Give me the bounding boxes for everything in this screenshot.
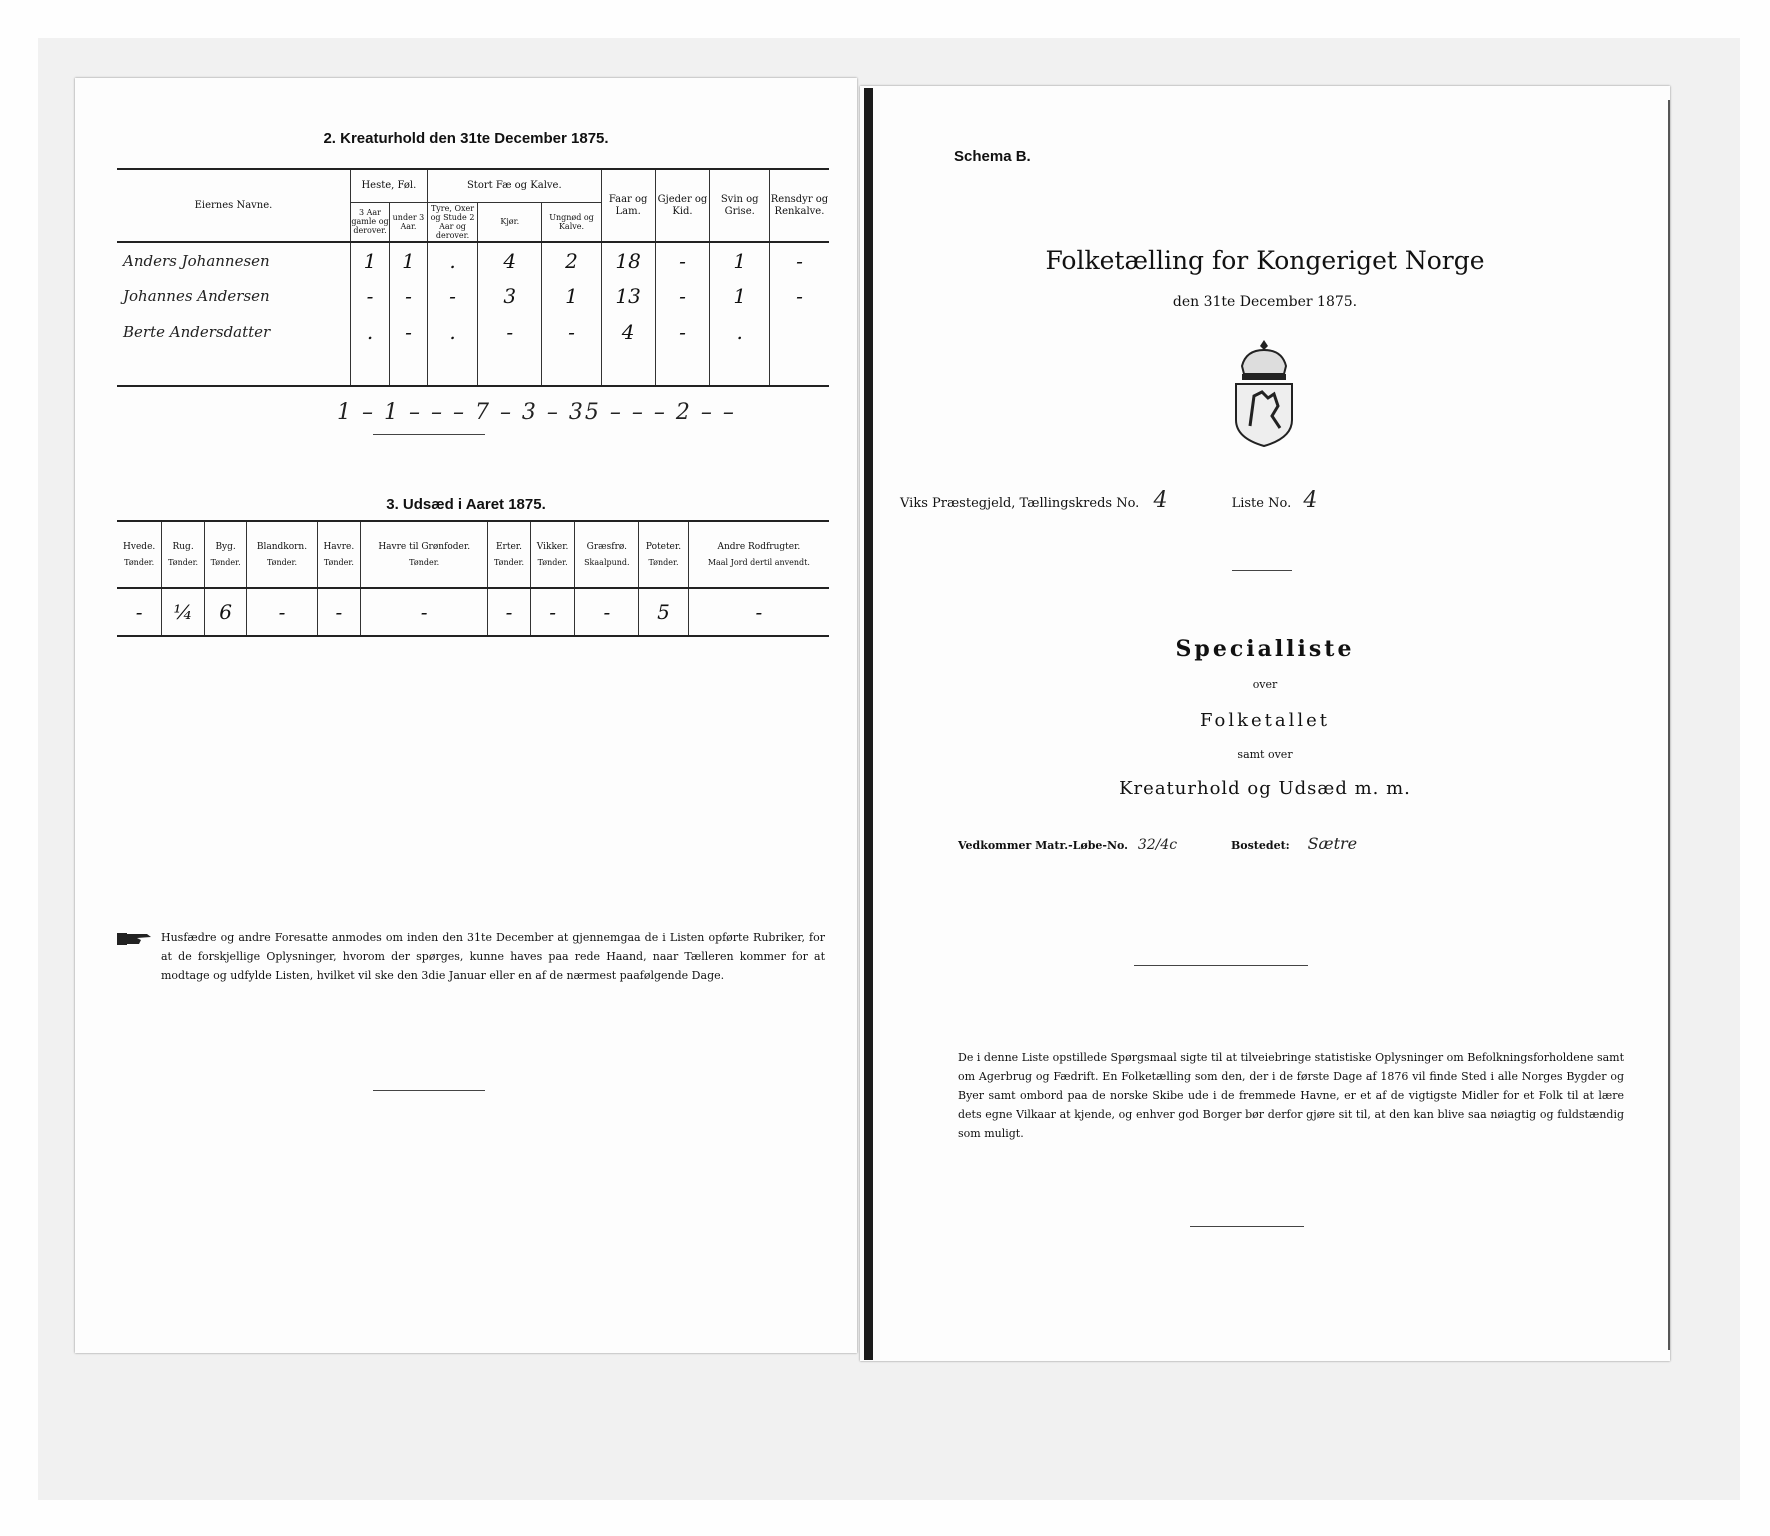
kreaturhold-text: Kreaturhold og Udsæd m. m. <box>1119 778 1411 799</box>
table-row <box>117 314 829 350</box>
over-text: over <box>1252 678 1278 691</box>
udsaed-crop-label: Rug. <box>172 541 194 552</box>
cell: 13 <box>601 278 655 314</box>
samt-over-text: samt over <box>1237 748 1293 761</box>
udsaed-value-cell: - <box>117 588 162 636</box>
cell: 2 <box>542 242 602 278</box>
udsaed-value-row <box>117 588 829 636</box>
header-rensdyr: Rensdyr og Renkalve. <box>769 170 829 242</box>
prestegjeld-label: Viks Præstegjeld, Tællingskreds No. <box>900 496 1140 511</box>
notice-text: Husfædre og andre Foresatte anmodes om inden den 31te December at gjennemgaa de i Listen opførte Rubriker, for at de forskjellige Oplysninger, hvorom der spørges, kunne haves paa rede Haand, naar Tælleren kommer for at modtage og udfylde Listen, hvilket vil ske den 3die Januar eller en af de nærmest paafølgende Dage. <box>161 931 825 982</box>
udsaed-unit-label: Tønder. <box>537 557 568 567</box>
cell: - <box>655 242 710 278</box>
cell: 3 <box>478 278 542 314</box>
header-stortfae-sub1: Tyre, Oxer og Stude 2 Aar og derover. <box>427 202 477 242</box>
udsaed-value-cell: - <box>488 588 531 636</box>
header-faar: Faar og Lam. <box>601 170 655 242</box>
matr-label: Vedkommer Matr.-Løbe-No. <box>958 839 1128 852</box>
udsaed-value-cell: 5 <box>639 588 689 636</box>
cell: - <box>350 278 389 314</box>
cell: . <box>350 314 389 350</box>
cell: - <box>390 278 428 314</box>
main-title: Folketælling for Kongeriget Norge <box>1045 246 1485 275</box>
udsaed-unit-label: Maal Jord dertil anvendt. <box>707 557 810 567</box>
header-stortfae-sub3: Ungnød og Kalve. <box>542 202 602 242</box>
district-line <box>900 488 1660 513</box>
udsaed-value-cell: - <box>317 588 361 636</box>
udsaed-value-cell: ¼ <box>162 588 205 636</box>
udsaed-header-cell <box>361 522 488 588</box>
udsaed-header-cell <box>488 522 531 588</box>
coat-of-arms-icon <box>1228 336 1300 448</box>
udsaed-crop-label: Græsfrø. <box>586 541 627 552</box>
divider <box>1134 965 1308 966</box>
udsaed-crop-label: Andre Rodfrugter. <box>717 541 801 552</box>
udsaed-crop-label: Havre. <box>323 541 355 552</box>
udsaed-unit-label: Tønder. <box>409 557 440 567</box>
header-owner: Eiernes Navne. <box>117 170 350 242</box>
udsaed-unit-label: Tønder. <box>648 557 679 567</box>
cell: 4 <box>601 314 655 350</box>
cell: - <box>769 278 829 314</box>
liste-label: Liste No. <box>1231 496 1292 511</box>
udsaed-crop-label: Erter. <box>495 541 522 552</box>
udsaed-unit-label: Tønder. <box>493 557 524 567</box>
cell: - <box>655 314 710 350</box>
kreds-no: 4 <box>1153 488 1168 513</box>
udsaed-header-cell <box>688 522 829 588</box>
udsaed-header-cell <box>575 522 639 588</box>
schema-label: Schema B. <box>954 148 1031 165</box>
divider <box>1232 570 1292 571</box>
cell: 4 <box>478 242 542 278</box>
cell: 1 <box>390 242 428 278</box>
liste-no: 4 <box>1303 488 1318 513</box>
cell: - <box>655 278 710 314</box>
bosted-value: Sætre <box>1307 834 1358 853</box>
udsaed-unit-label: Tønder. <box>124 557 155 567</box>
header-svin: Svin og Grise. <box>710 170 770 242</box>
cell: . <box>427 314 477 350</box>
udsaed-unit-label: Tønder. <box>168 557 199 567</box>
matr-value: 32/4c <box>1137 837 1178 853</box>
header-heste: Heste, Føl. <box>350 170 427 202</box>
cell: 1 <box>542 278 602 314</box>
udsaed-header-row <box>117 522 829 588</box>
udsaed-header-cell <box>530 522 575 588</box>
udsaed-table <box>117 522 829 637</box>
totals-row: 1 – 1 – – – 7 – 3 – 35 – – – 2 – – <box>337 400 736 425</box>
divider <box>373 434 485 435</box>
cell: 1 <box>350 242 389 278</box>
udsaed-header-cell <box>162 522 205 588</box>
table-row <box>117 242 829 278</box>
header-stortfae-sub2: Kjør. <box>478 202 542 242</box>
owner-name: Berte Andersdatter <box>117 314 350 350</box>
kreaturhold-table <box>117 170 829 387</box>
specialliste-heading: Specialliste <box>1175 636 1355 662</box>
section3-title: 3. Udsæd i Aaret 1875. <box>386 496 546 513</box>
udsaed-crop-label: Havre til Grønfoder. <box>378 541 471 552</box>
cell: 1 <box>710 242 770 278</box>
footer-text: De i denne Liste opstillede Spørgsmaal sigte til at tilveiebringe statistiske Oplysninger om Befolkningsforholdene samt om Agerbrug og Fædrift. En Folketælling som den, der i de første Dage af 1876 vil finde Sted i alle Norges Bygder og Byer samt ombord paa de norske Skibe ude i de fremmede Havne, er et af de vigtigste Midler for et Folk til at lære dets egne Vilkaar at kjende, og enhver god Borger bør derfor gjøre sit til, at den kan blive saa nøiagtig og fuldstændig som muligt. <box>958 1051 1624 1140</box>
cell: - <box>478 314 542 350</box>
owner-name: Anders Johannesen <box>117 242 350 278</box>
cell: - <box>542 314 602 350</box>
cell: - <box>769 242 829 278</box>
udsaed-value-cell: 6 <box>204 588 247 636</box>
cell <box>769 314 829 350</box>
udsaed-header-cell <box>317 522 361 588</box>
pointing-hand-icon <box>117 930 155 948</box>
udsaed-value-cell: - <box>247 588 317 636</box>
udsaed-header-cell <box>639 522 689 588</box>
right-page <box>860 86 1670 1361</box>
page-edge <box>1668 100 1670 1350</box>
udsaed-crop-label: Hvede. <box>123 541 156 552</box>
udsaed-value-cell: - <box>361 588 488 636</box>
section2-title: 2. Kreaturhold den 31te December 1875. <box>323 130 609 147</box>
udsaed-unit-label: Tønder. <box>323 557 354 567</box>
cell: . <box>710 314 770 350</box>
cell: - <box>427 278 477 314</box>
divider <box>373 1090 485 1091</box>
bosted-label: Bostedet: <box>1230 839 1290 852</box>
udsaed-value-cell: - <box>688 588 829 636</box>
table-row <box>117 278 829 314</box>
udsaed-crop-label: Vikker. <box>536 541 569 552</box>
udsaed-crop-label: Poteter. <box>645 541 682 552</box>
udsaed-crop-label: Byg. <box>215 541 236 552</box>
divider <box>1190 1226 1304 1227</box>
left-page <box>75 78 857 1353</box>
udsaed-unit-label: Tønder. <box>210 557 241 567</box>
table-row-empty <box>117 350 829 386</box>
udsaed-unit-label: Skaalpund. <box>584 557 630 567</box>
udsaed-header-cell <box>204 522 247 588</box>
udsaed-value-cell: - <box>575 588 639 636</box>
udsaed-header-cell <box>117 522 162 588</box>
udsaed-header-cell <box>247 522 317 588</box>
cell: . <box>427 242 477 278</box>
header-stortfae: Stort Fæ og Kalve. <box>427 170 601 202</box>
cell: - <box>390 314 428 350</box>
cell: 18 <box>601 242 655 278</box>
folketallet-text: Folketallet <box>1199 710 1331 731</box>
udsaed-crop-label: Blandkorn. <box>256 541 308 552</box>
subtitle: den 31te December 1875. <box>1172 294 1358 310</box>
udsaed-value-cell: - <box>530 588 575 636</box>
header-heste-sub1: 3 Aar gamle og derover. <box>350 202 389 242</box>
udsaed-unit-label: Tønder. <box>266 557 297 567</box>
book-spine <box>864 88 873 1360</box>
owner-name: Johannes Andersen <box>117 278 350 314</box>
header-heste-sub2: under 3 Aar. <box>390 202 428 242</box>
matr-line <box>958 834 1658 853</box>
cell: 1 <box>710 278 770 314</box>
header-gjeder: Gjeder og Kid. <box>655 170 710 242</box>
